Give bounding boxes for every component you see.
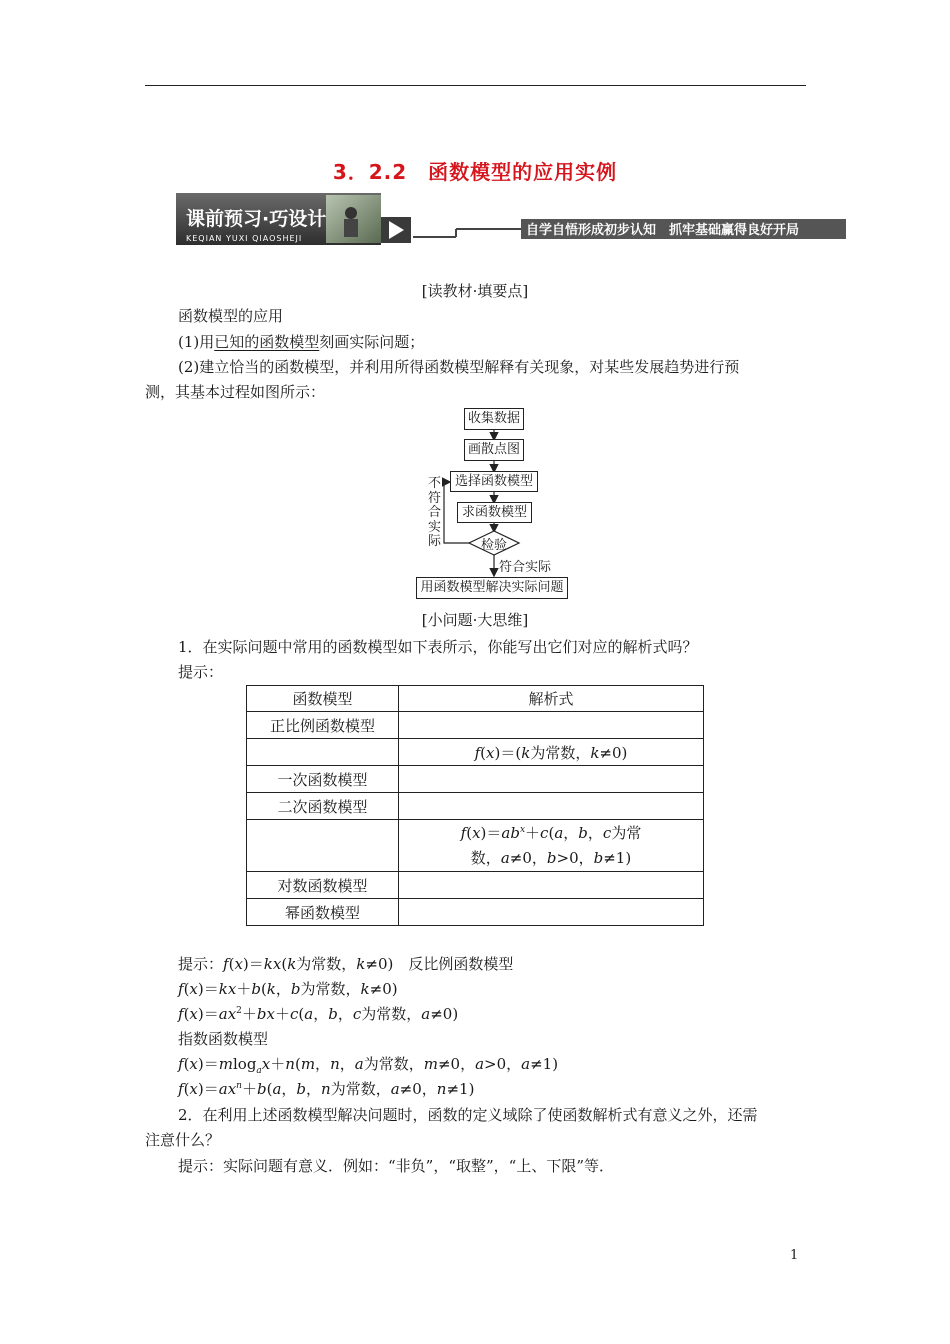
table-cell-formula-inverse: f(x)＝(k为常数，k≠0) bbox=[399, 739, 704, 766]
section-banner bbox=[176, 193, 846, 249]
banner-right-label: 自学自悟形成初步认知 抓牢基础赢得良好开局 bbox=[526, 223, 800, 238]
answer-line-6: $f(x)=ax^n+b(a$，b，n为常数，a≠0，n≠1) bbox=[178, 1080, 475, 1098]
question-1: 1．在实际问题中常用的函数模型如下表所示，你能写出它们对应的解析式吗？ bbox=[178, 638, 698, 656]
table-cell bbox=[399, 793, 704, 820]
table-cell: 二次函数模型 bbox=[247, 793, 399, 820]
table-cell bbox=[247, 739, 399, 766]
table-row bbox=[247, 872, 704, 899]
table-cell-formula-exponential: $f(x)=ab^x+c(a$，b，c为常 数，a≠0，b>0，b≠1) bbox=[399, 820, 704, 872]
section-heading-reading: [读教材·填要点] bbox=[421, 282, 529, 300]
table-cell bbox=[399, 712, 704, 739]
flow-check-label: 检验 bbox=[480, 538, 507, 553]
answer-line-4: 指数函数模型 bbox=[178, 1030, 269, 1048]
underlined-term: 已知的函数模型 bbox=[214, 333, 320, 351]
answer-line-2: f(x)＝kx＋b(k，b为常数，k≠0) bbox=[178, 980, 398, 998]
page-number: 1 bbox=[790, 1248, 799, 1263]
flow-step-solve-model: 求函数模型 bbox=[457, 502, 532, 523]
intro-item-1: (1)用已知的函数模型刻画实际问题； bbox=[178, 333, 425, 351]
flow-step-choose-model: 选择函数模型 bbox=[450, 471, 538, 492]
table-row bbox=[247, 899, 704, 926]
table-cell: 对数函数模型 bbox=[247, 872, 399, 899]
question-1-hint: 提示： bbox=[178, 663, 224, 681]
table-cell bbox=[399, 872, 704, 899]
table-row bbox=[247, 712, 704, 739]
section-heading-questions: [小问题·大思维] bbox=[421, 611, 529, 629]
banner-left-pinyin: KEQIAN YUXI QIAOSHEJI bbox=[186, 234, 303, 243]
question-2-line-1: 2．在利用上述函数模型解决问题时，函数的定义域除了使函数解析式有意义之外，还需 bbox=[178, 1106, 758, 1124]
banner-photo-figure-body bbox=[344, 219, 358, 237]
function-model-table bbox=[246, 685, 704, 926]
table-cell bbox=[247, 820, 399, 872]
page-title: 3．2.2 函数模型的应用实例 bbox=[332, 160, 618, 184]
table-row bbox=[247, 766, 704, 793]
question-2-line-2: 注意什么？ bbox=[145, 1131, 221, 1149]
table-cell: 正比例函数模型 bbox=[247, 712, 399, 739]
banner-photo-figure bbox=[345, 207, 357, 219]
question-2-hint: 提示：实际问题有意义．例如：“非负”，“取整”，“上、下限”等． bbox=[178, 1157, 615, 1175]
table-header-row bbox=[247, 686, 704, 712]
answer-line-5: f(x)＝mlog$_a$x＋n(m，n，a为常数，m≠0，a>0，a≠1) bbox=[178, 1055, 559, 1076]
table-row bbox=[247, 793, 704, 820]
flow-fail-label: 不符合实际 bbox=[428, 476, 442, 549]
flow-step-final: 用函数模型解决实际问题 bbox=[416, 577, 568, 599]
intro-item-2-line-2: 测，其基本过程如图所示： bbox=[145, 383, 326, 401]
table-cell: 一次函数模型 bbox=[247, 766, 399, 793]
table-row bbox=[247, 739, 704, 766]
table-header-formula: 解析式 bbox=[399, 686, 704, 712]
table-row bbox=[247, 820, 704, 872]
banner-left-label: 课前预习·巧设计 bbox=[186, 208, 327, 230]
table-cell bbox=[399, 766, 704, 793]
table-cell bbox=[399, 899, 704, 926]
answer-line-1: 提示：f(x)＝kx(k为常数，k≠0) 反比例函数模型 bbox=[178, 955, 514, 973]
flow-step-scatter: 画散点图 bbox=[464, 439, 524, 461]
header-rule bbox=[145, 85, 806, 86]
intro-item-2-line-1: (2)建立恰当的函数模型，并利用所得函数模型解释有关现象，对某些发展趋势进行预 bbox=[178, 358, 740, 376]
table-header-model: 函数模型 bbox=[247, 686, 399, 712]
answer-line-3: $f(x)=ax^2+bx+c(a$，b，c为常数，a≠0) bbox=[178, 1005, 459, 1023]
flowchart bbox=[400, 400, 580, 605]
flow-step-collect: 收集数据 bbox=[464, 408, 524, 430]
table-cell: 幂函数模型 bbox=[247, 899, 399, 926]
intro-heading: 函数模型的应用 bbox=[178, 307, 284, 325]
flow-pass-label: 符合实际 bbox=[499, 560, 552, 575]
